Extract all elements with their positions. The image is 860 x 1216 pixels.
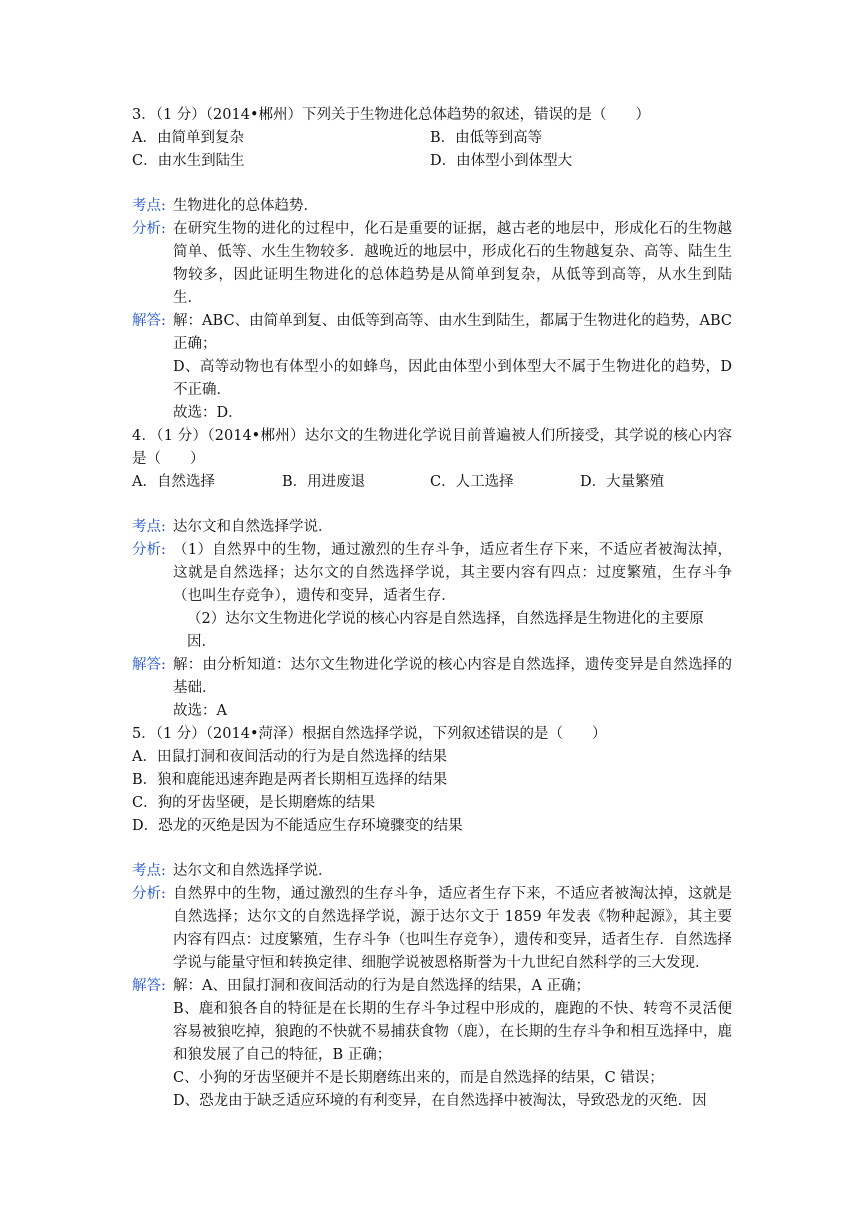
q4-stem: 4．（1 分）（2014•郴州）达尔文的生物进化学说目前普遍被人们所接受，其学说的核心内容是（ ）: [132, 428, 732, 467]
q5-option-b: B．狼和鹿能迅速奔跑是两者长期相互选择的结果: [132, 772, 448, 788]
q5-option-a: A．田鼠打洞和夜间活动的行为是自然选择的结果: [132, 749, 447, 765]
q4-jieda: [132, 654, 732, 723]
exam-page: [132, 104, 732, 1113]
q4-option-a: A．自然选择: [132, 474, 215, 490]
q5-kaodian-text: 达尔文和自然选择学说．: [173, 863, 333, 879]
q4-option-d: D．大量繁殖: [580, 474, 665, 490]
q3-kaodian: [132, 195, 732, 218]
q4-fenxi: [132, 539, 732, 608]
q4-kaodian-text: 达尔文和自然选择学说．: [173, 519, 333, 535]
q5-jieda-line-2: B、鹿和狼各自的特征是在长期的生存斗争过程中形成的，鹿跑的不快、转弯不灵活便容易被狼吃掉，狼跑的不快就不易捕获食物（鹿），在长期的生存斗争和相互选择中，鹿和狼发展了自己的特征，B 正确；: [173, 1001, 732, 1063]
fenxi-label: 分析:: [132, 542, 166, 558]
jieda-label: 解答:: [132, 978, 166, 994]
q3-option-c: C．由水生到陆生: [132, 153, 245, 169]
fenxi-label: 分析:: [132, 221, 166, 237]
q4-options: [132, 471, 732, 494]
q4-fenxi-para-2: （2）达尔文生物进化学说的核心内容是自然选择，自然选择是生物进化的主要原因．: [187, 611, 704, 650]
q3-jieda-line-3: 故选：D．: [173, 405, 243, 421]
kaodian-label: 考点:: [132, 198, 166, 214]
q4-option-b: B．用进废退: [282, 474, 366, 490]
q3-jieda: [132, 310, 732, 356]
q3-jieda-line-1: 解：ABC、由简单到复、由低等到高等、由水生到陆生，都属于生物进化的趋势，ABC 正确；: [173, 313, 732, 352]
jieda-label: 解答:: [132, 657, 166, 673]
q5-options: [132, 746, 732, 838]
q4-jieda-line-2: 故选：A: [173, 703, 227, 719]
q3-option-d: D．由体型小到体型大: [430, 153, 573, 169]
q3-stem: 3．（1 分）（2014•郴州）下列关于生物进化总体趋势的叙述，错误的是（ ）: [132, 107, 651, 123]
q5-fenxi: [132, 883, 732, 975]
q5-jieda-line-1: 解：A、田鼠打洞和夜间活动的行为是自然选择的结果，A 正确；: [173, 978, 591, 994]
q4-jieda-line-1: 解：由分析知道：达尔文生物进化学说的核心内容是自然选择，遗传变异是自然选择的基础．: [173, 657, 732, 696]
q3-fenxi: [132, 218, 732, 310]
q5-jieda-line-4: D、恐龙由于缺乏适应环境的有利变异，在自然选择中被淘汰，导致恐龙的灭绝．因: [173, 1093, 707, 1109]
q4-fenxi-para-1: （1）自然界中的生物，通过激烈的生存斗争，适应者生存下来，不适应者被淘汰掉，这就是自然选择；达尔文的自然选择学说，其主要内容有四点：过度繁殖，生存斗争（也叫生存竞争），遗传和变异，适者生存．: [173, 542, 732, 604]
q3-kaodian-text: 生物进化的总体趋势．: [173, 198, 318, 214]
q4-kaodian: [132, 516, 732, 539]
q5-jieda-line-3: C、小狗的牙齿坚硬并不是长期磨练出来的，而是自然选择的结果，C 错误；: [173, 1070, 664, 1086]
q3-option-a: A．由简单到复杂: [132, 130, 244, 146]
jieda-label: 解答:: [132, 313, 166, 329]
q3-options: [132, 127, 732, 173]
q4-option-c: C．人工选择: [430, 474, 514, 490]
q5-fenxi-text: 自然界中的生物，通过激烈的生存斗争，适应者生存下来，不适应者被淘汰掉，这就是自然选择；达尔文的自然选择学说，源于达尔文于 1859 年发表《物种起源》，其主要内容有四点：过度繁殖，生存斗争（也叫生存竞争），遗传和变异，适者生存．自然选择学说与能量守恒和转换定律、细胞学说被恩格斯誉为十九世纪自然科学的三大发现．: [173, 886, 732, 971]
fenxi-label: 分析:: [132, 886, 166, 902]
kaodian-label: 考点:: [132, 863, 166, 879]
q3-jieda-line-2: D、高等动物也有体型小的如蜂鸟，因此由体型小到体型大不属于生物进化的趋势，D 不正确．: [173, 359, 732, 398]
q5-jieda: [132, 975, 732, 1113]
kaodian-label: 考点:: [132, 519, 166, 535]
q3-fenxi-text: 在研究生物的进化的过程中，化石是重要的证据，越古老的地层中，形成化石的生物越简单、低等、水生生物较多．越晚近的地层中，形成化石的生物越复杂、高等、陆生生物较多，因此证明生物进化的总体趋势是从简单到复杂，从低等到高等，从水生到陆生．: [173, 221, 732, 306]
q5-stem: 5．（1 分）（2014•菏泽）根据自然选择学说，下列叙述错误的是（ ）: [132, 726, 607, 742]
q5-option-c: C．狗的牙齿坚硬，是长期磨炼的结果: [132, 795, 376, 811]
q3-option-b: B．由低等到高等: [430, 130, 543, 146]
q5-option-d: D．恐龙的灭绝是因为不能适应生存环境骤变的结果: [132, 818, 463, 834]
q5-kaodian: [132, 860, 732, 883]
